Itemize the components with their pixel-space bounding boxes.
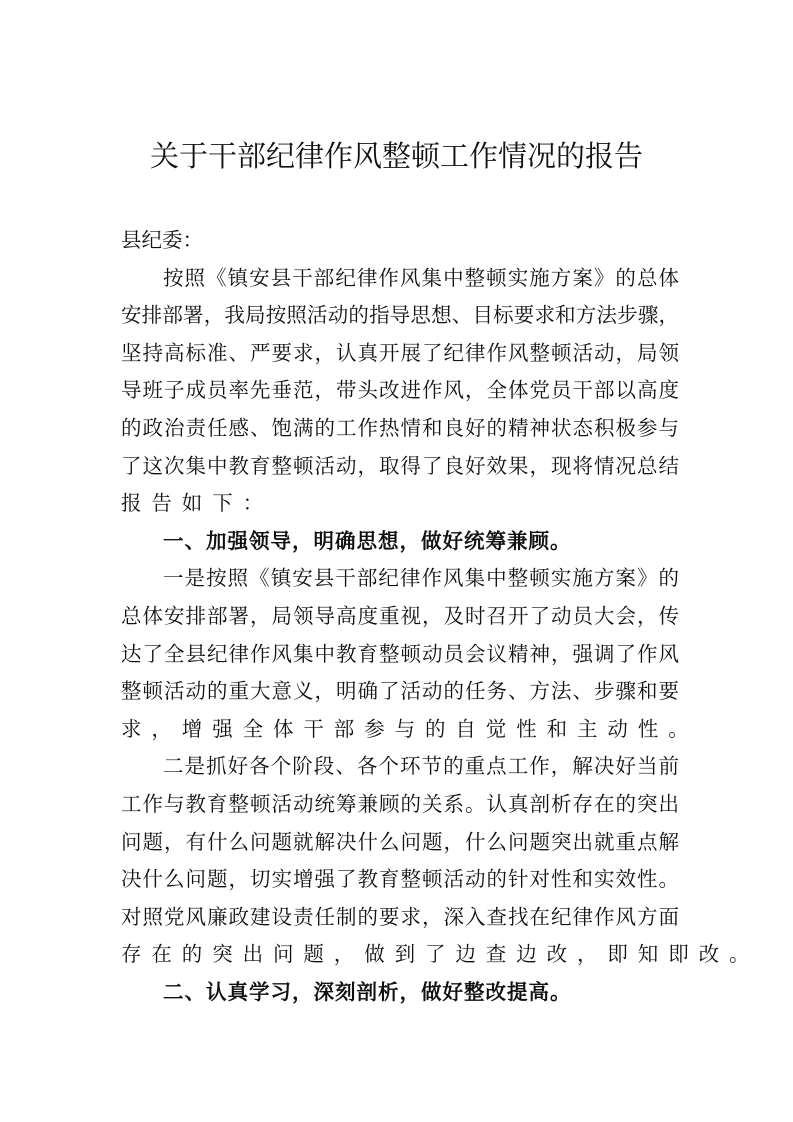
paragraph-line: 坚持高标准、严要求，认真开展了纪律作风整顿活动，局领 xyxy=(121,340,679,365)
paragraph xyxy=(121,560,699,748)
paragraph-line: 达了全县纪律作风集中教育整顿动员会议精神，强调了作风 xyxy=(121,641,679,666)
paragraph-line: 报告如下： xyxy=(121,491,273,516)
paragraph-line: 了这次集中教育整顿活动，取得了良好效果，现将情况总结 xyxy=(121,453,679,478)
document-title: 关于干部纪律作风整顿工作情况的报告 xyxy=(149,139,643,173)
document-body xyxy=(121,222,760,1011)
paragraph-line: 问题，有什么问题就解决什么问题，什么问题突出就重点解 xyxy=(121,829,679,854)
paragraph-line: 对照党风廉政建设责任制的要求，深入查找在纪律作风方面 xyxy=(121,904,679,929)
paragraph xyxy=(121,260,679,523)
paragraph-line: 导班子成员率先垂范，带头改进作风，全体党员干部以高度 xyxy=(121,378,679,403)
paragraph-line: 总体安排部署，局领导高度重视，及时召开了动员大会，传 xyxy=(121,603,679,628)
paragraph-line: 一是按照《镇安县干部纪律作风集中整顿实施方案》的 xyxy=(163,566,679,591)
salutation: 县纪委： xyxy=(121,228,203,252)
paragraph-line: 的政治责任感、饱满的工作热情和良好的精神状态积极参与 xyxy=(121,415,679,440)
paragraph-line: 整顿活动的重大意义，明确了活动的任务、方法、步骤和要 xyxy=(121,679,679,704)
paragraph-line: 二是抓好各个阶段、各个环节的重点工作，解决好当前 xyxy=(163,754,679,779)
paragraph-line: 决什么问题，切实增强了教育整顿活动的针对性和实效性。 xyxy=(121,867,679,892)
paragraph-line: 工作与教育整顿活动统筹兼顾的关系。认真剖析存在的突出 xyxy=(121,791,679,816)
paragraph-line: 存在的突出问题，做到了边查边改，即知即改。 xyxy=(121,942,760,967)
paragraph-line: 按照《镇安县干部纪律作风集中整顿实施方案》的总体 xyxy=(163,265,679,290)
paragraph-line: 求，增强全体干部参与的自觉性和主动性。 xyxy=(121,716,699,741)
paragraph-line: 安排部署，我局按照活动的指导思想、目标要求和方法步骤， xyxy=(121,303,679,328)
paragraph xyxy=(121,748,760,974)
section-heading: 二、认真学习，深刻剖析，做好整改提高。 xyxy=(163,979,572,1004)
section-heading: 一、加强领导，明确思想，做好统筹兼顾。 xyxy=(163,528,572,553)
